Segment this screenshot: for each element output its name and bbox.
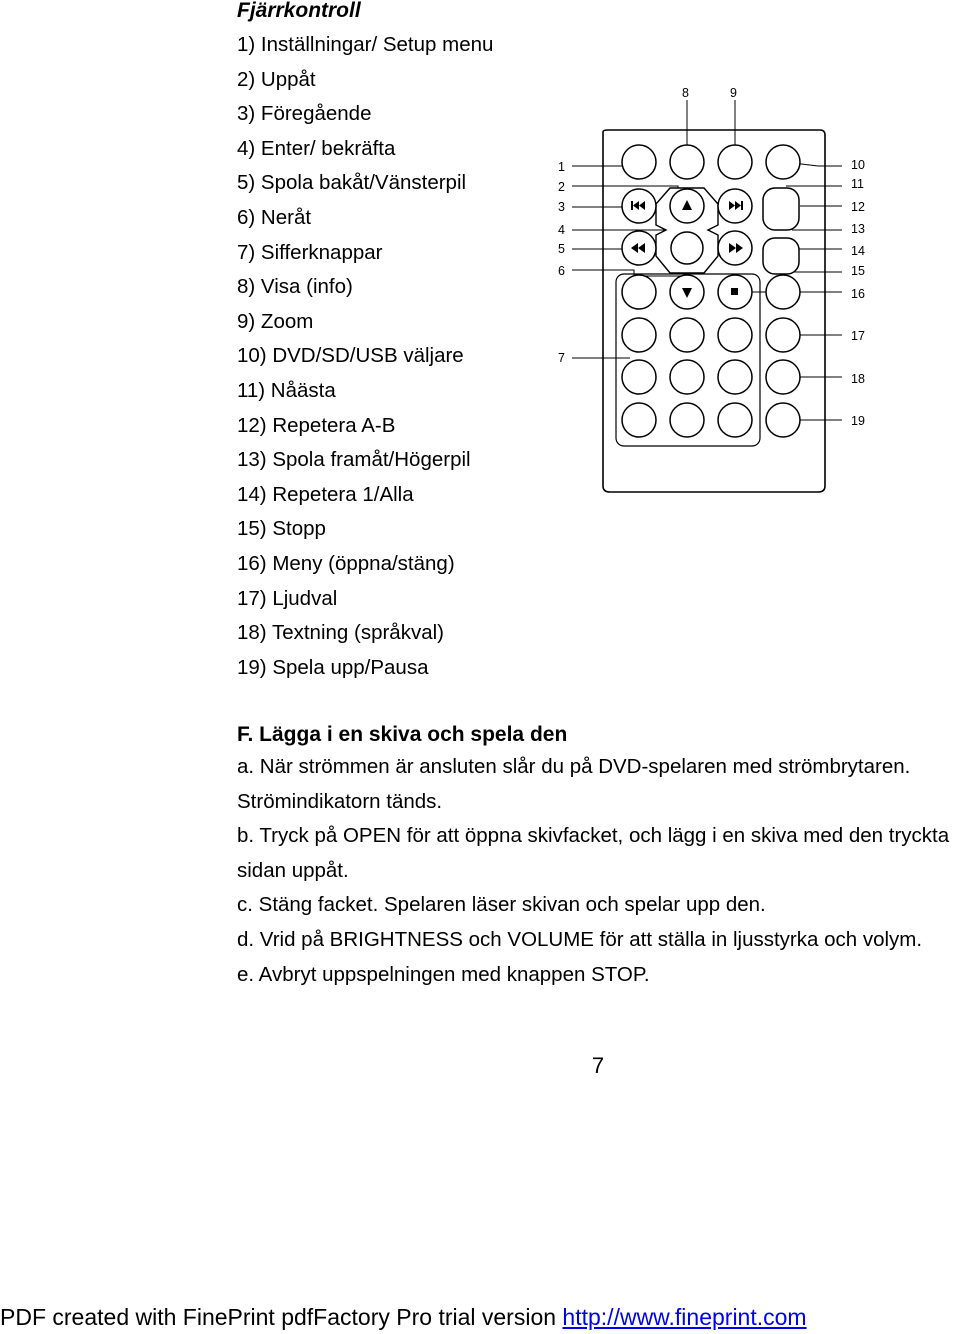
callout-labels-top: [682, 86, 737, 100]
list-item: 12) Repetera A-B: [237, 413, 396, 437]
list-item: 6) Neråt: [237, 205, 312, 229]
section-f: [237, 720, 960, 992]
audio-button[interactable]: [766, 318, 800, 352]
section-title: F. Lägga i en skiva och spela den: [237, 723, 568, 746]
remote-control-drawing: [548, 80, 878, 500]
pdf-footer: [0, 1300, 807, 1334]
list-item: 19) Spela upp/Pausa: [237, 655, 429, 679]
setup-button[interactable]: [622, 145, 656, 179]
callout-label: 2: [558, 180, 565, 194]
menu-button[interactable]: [622, 275, 656, 309]
digit-button[interactable]: [718, 318, 752, 352]
callout-label: 19: [851, 414, 865, 428]
callout-label: 13: [851, 222, 865, 236]
list-item: 11) Nåästa: [237, 378, 336, 402]
remote-list-title: Fjärrkontroll: [237, 0, 361, 22]
callout-label: 16: [851, 287, 865, 301]
list-item: 7) Sifferknappar: [237, 240, 383, 264]
list-item: 9) Zoom: [237, 309, 314, 333]
list-item: 4) Enter/ bekräfta: [237, 136, 396, 160]
page-number: 7: [591, 1053, 605, 1078]
list-item: 2) Uppåt: [237, 67, 316, 91]
stop-icon: [731, 288, 738, 295]
callout-labels-right: [851, 158, 865, 428]
callout-label: 9: [730, 86, 737, 100]
callout-label: 6: [558, 264, 565, 278]
list-item: 1) Inställningar/ Setup menu: [237, 33, 494, 56]
list-item: 16) Meny (öppna/stäng): [237, 551, 455, 575]
callout-label: 18: [851, 372, 865, 386]
callout-label: 7: [558, 351, 565, 365]
list-item: 14) Repetera 1/Alla: [237, 482, 414, 506]
digit-button[interactable]: [622, 318, 656, 352]
digit-button[interactable]: [622, 403, 656, 437]
callout-label: 14: [851, 244, 865, 258]
digit-button[interactable]: [718, 360, 752, 394]
list-item: 13) Spola framåt/Högerpil: [237, 448, 471, 472]
digit-button[interactable]: [670, 403, 704, 437]
step-text: a. När strömmen är ansluten slår du på DVD-spelaren med strömbrytaren. Strömindikatorn tänds.: [237, 755, 911, 813]
remote-button-list: [237, 30, 493, 687]
remote-body: [603, 130, 825, 492]
list-item: 18) Textning (språkval): [237, 621, 444, 645]
repeat-all-button[interactable]: [763, 238, 799, 274]
list-item: 17) Ljudval: [237, 586, 338, 610]
callout-label: 1: [558, 160, 565, 174]
footer-text: PDF created with FinePrint pdfFactory Pro trial version: [0, 1304, 563, 1330]
callout-label: 5: [558, 242, 565, 256]
callout-label: 17: [851, 329, 865, 343]
callout-label: 8: [682, 86, 689, 100]
callout-label: 12: [851, 200, 865, 214]
callout-labels-left: [558, 160, 565, 365]
remote-control-diagram: [548, 80, 878, 500]
digit-button[interactable]: [718, 403, 752, 437]
info-button[interactable]: [670, 145, 704, 179]
subtitle-button[interactable]: [766, 360, 800, 394]
repeat-ab-button[interactable]: [763, 188, 799, 230]
callout-label: 10: [851, 158, 865, 172]
menu-right-button[interactable]: [766, 275, 800, 309]
play-pause-button[interactable]: [766, 403, 800, 437]
step-text: e. Avbryt uppspelningen med knappen STOP.: [237, 962, 650, 986]
callout-label: 15: [851, 264, 865, 278]
list-item: 8) Visa (info): [237, 275, 353, 299]
list-item: 5) Spola bakåt/Vänsterpil: [237, 171, 467, 195]
source-selector-button[interactable]: [766, 145, 800, 179]
callout-label: 3: [558, 200, 565, 214]
digit-button[interactable]: [622, 360, 656, 394]
step-text: d. Vrid på BRIGHTNESS och VOLUME för att ställa in ljusstyrka och volym.: [237, 927, 923, 951]
step-text: b. Tryck på OPEN för att öppna skivfacket, och lägg i en skiva med den tryckta sidan uppåt.: [237, 824, 950, 882]
callout-label: 4: [558, 223, 565, 237]
list-item: 3) Föregående: [237, 102, 372, 126]
digit-button[interactable]: [670, 360, 704, 394]
step-text: c. Stäng facket. Spelaren läser skivan och spelar upp den.: [237, 893, 766, 917]
digit-button[interactable]: [670, 318, 704, 352]
footer-link[interactable]: http://www.fineprint.com: [562, 1304, 807, 1330]
list-item: 15) Stopp: [237, 517, 326, 541]
zoom-button[interactable]: [718, 145, 752, 179]
enter-button[interactable]: [671, 232, 703, 264]
list-item: 10) DVD/SD/USB väljare: [237, 344, 464, 368]
callout-label: 11: [851, 177, 864, 191]
